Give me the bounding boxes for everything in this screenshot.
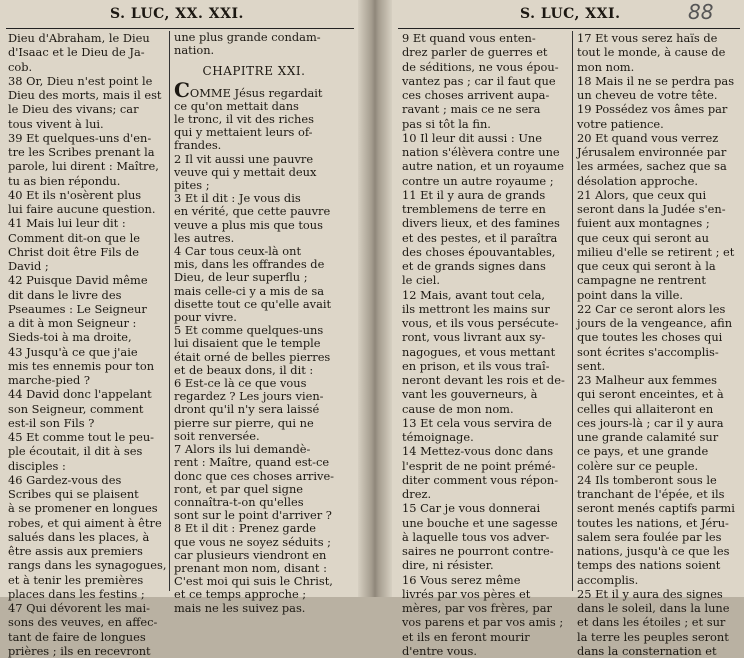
text-line: 16 Vous serez même [402,572,521,587]
text-line: 45 Et comme tout le peu- [8,430,155,444]
text-line: Jérusalem environnée par [577,145,727,159]
text-line: robes, et qui aiment à être [8,515,162,530]
text-line: d'Isaac et le Dieu de Ja- [8,45,145,60]
column-divider [169,31,170,591]
text-line: de séditions, ne vous épou- [402,59,559,74]
text-line: qui y mettaient leurs of- [174,125,313,140]
text-line: ravant ; mais ce ne sera [402,102,541,117]
text-line: 23 Malheur aux femmes [577,373,718,387]
text-line: tranchant de l'épée, et ils [577,487,725,501]
text-line: et des pestes, et il paraîtra [402,230,558,245]
text-line: 7 Alors ils lui demandè- [174,442,311,457]
text-line: Sieds-toi à ma droite, [8,330,132,345]
text-line: seront dans la Judée s'en- [577,202,726,216]
text-line: d'entre vous. [402,643,477,658]
text-line: 2 Il vit aussi une pauvre [174,151,314,166]
text-line: mères, par vos frères, par [402,601,552,615]
text-line: jours de la vengeance, afin [577,316,733,330]
text-line: point dans la ville. [577,287,683,302]
text-line: en prison, et ils vous traî- [402,358,550,373]
text-line: saires ne pourront contre- [402,544,554,558]
text-line: car plusieurs viendront en [174,547,327,562]
text-line: Pseaumes : Le Seigneur [8,301,147,316]
text-line: vous, et ils vous persécute- [402,316,559,330]
text-line: que ceux qui seront à la [577,259,716,273]
text-line: 44 David donc l'appelant [8,387,152,402]
text-line: 43 Jusqu'à ce que j'aie [8,344,138,359]
text-line: un cheveu de votre tête. [577,88,718,102]
text-line: parole, lui dirent : Maître, [8,159,159,174]
text-line: donc que ces choses arrive- [174,468,335,483]
text-column-left-2 [174,31,334,615]
text-line: lui faire aucune question. [8,202,156,216]
text-line: 4 Car tous ceux-là ont [174,244,302,259]
text-column-right-2 [577,31,739,658]
text-line: Dieu des morts, mais il est [8,88,162,102]
text-line: connaîtra-t-on qu'elles [174,494,304,509]
text-line: 40 Et ils n'osèrent plus [8,187,142,202]
text-line: les armées, sachez que sa [577,159,727,174]
text-line: accomplis. [577,572,639,587]
header-rule [6,28,354,29]
text-line: en vérité, que cette pauvre [174,204,331,219]
text-line: prières ; ils en recevront [8,643,151,658]
text-line: des choses épouvantables, [402,244,556,259]
text-line: à laquelle tous vos adver- [402,529,550,544]
text-line: soit renversée. [174,428,260,443]
chapter-heading: CHAPITRE XXI. [202,64,306,79]
text-line: sons des veuves, en affec- [8,615,158,630]
header-rule [398,28,740,29]
text-line: contre un autre royaume ; [402,173,554,188]
text-line: 14 Mettez-vous donc dans [402,444,554,459]
text-line: 13 Et cela vous servira de [402,415,552,430]
text-line: 41 Mais lui leur dit : [8,216,126,231]
text-line: veuve a plus mis que tous [174,217,323,232]
text-line: 24 Ils tomberont sous le [577,472,717,487]
text-line: drez parler de guerres et [402,45,548,60]
text-line: 8 Et il dit : Prenez garde [174,521,316,536]
text-line: 21 Alors, que ceux qui [577,187,707,202]
text-line: est-il son Fils ? [8,415,95,430]
text-line: C'est moi qui suis le Christ, [174,574,333,589]
text-line: que vous ne soyez séduits ; [174,534,332,549]
text-line: pour vivre. [174,310,237,325]
text-line: mais ne les suivez pas. [174,600,306,615]
text-line: nagogues, et vous mettant [402,344,556,359]
page-header: S. LUC, XXI. [520,6,621,22]
text-line: drez. [402,487,432,501]
text-line: a dit à mon Seigneur : [8,316,137,330]
text-line: 17 Et vous serez haïs de [577,31,718,45]
text-line: cob. [8,59,33,74]
book-gutter [358,0,392,597]
text-line: cause de mon nom. [402,401,514,416]
text-line: le tronc, il vit des riches [174,112,314,127]
text-column-right-1 [402,31,568,658]
text-line: dit dans le livre des [8,287,122,302]
text-line: votre patience. [577,116,664,131]
text-line: ple écoutait, il dit à ses [8,444,143,459]
chapter-text [174,77,335,615]
text-line: 3 Et il dit : Je vous dis [174,191,301,206]
text-line: tant de faire de longues [8,629,146,644]
text-line: 15 Car je vous donnerai [402,501,541,516]
text-line: fuient aux montagnes ; [577,216,710,231]
text-line: veuve qui y mettait deux [174,164,317,179]
text-line: dans le soleil, dans la lune [577,601,730,615]
text-line: neront devant les rois et de- [402,373,565,387]
text-line: et ils en feront mourir [402,629,530,644]
text-line: Dieu, de leur superflu ; [174,270,308,285]
text-line: vos parens et par vos amis ; [402,615,564,630]
text-line: ce qu'on mettait dans [174,98,299,113]
text-line: sont écrites s'accomplis- [577,344,719,359]
text-line: regardez ? Les jours vien- [174,389,324,404]
text-line: mis, dans les offrandes de [174,257,325,272]
text-line: et de beaux dons, il dit : [174,362,314,377]
text-line: désolation approche. [577,173,698,188]
text-line: David ; [8,259,49,273]
text-line: 47 Qui dévorent les mai- [8,601,151,615]
text-line: livrés par vos pères et [402,586,531,601]
text-line: tout le monde, à cause de [577,45,726,60]
text-line: rangs dans les synagogues, [8,558,167,573]
text-line: la terre les peuples seront [577,629,729,644]
text-line: mais celle-ci y a mis de sa [174,283,325,298]
text-line: 12 Mais, avant tout cela, [402,287,545,302]
text-line: pites ; [174,178,210,193]
text-line: que ceux qui seront au [577,230,709,245]
text-line: sont sur le point d'arriver ? [174,508,332,523]
text-line: tre les Scribes prenant la [8,145,155,159]
text-line: à se promener en longues [8,501,158,516]
text-line: que toutes les choses qui [577,330,723,345]
text-line: sent. [577,358,606,373]
text-line: nation s'élèvera contre une [402,145,560,159]
right-page [372,0,744,658]
text-line: 11 Et il y aura de grands [402,187,546,202]
text-line: celles qui allaiteront en [577,401,714,416]
text-line: 6 Est-ce là ce que vous [174,376,307,391]
text-line: marche-pied ? [8,373,91,387]
page-number: 88 [688,0,714,24]
text-column-left-1 [8,31,166,658]
text-line: toutes les nations, et Jéru- [577,515,729,530]
text-line: disette tout ce qu'elle avait [174,296,332,311]
text-line: 19 Possédez vos âmes par [577,102,728,117]
text-line: salués dans les places, à [8,529,150,544]
text-line: divers lieux, et des famines [402,216,560,231]
text-line: une bouche et une sagesse [402,515,558,530]
column-divider [572,31,573,591]
text-line: Scribes qui se plaisent [8,487,139,501]
text-line: 25 Et il y aura des signes [577,586,723,601]
text-line: et de grands signes dans [402,259,546,273]
text-line: 22 Car ce seront alors les [577,301,726,316]
text-line: vantez pas ; car il faut que [402,73,556,88]
text-line: Christ doit être Fils de [8,244,139,259]
text-line: ces jours-là ; car il y aura [577,415,724,430]
text-line: ces choses arrivent aupa- [402,88,550,102]
text-line: pas si tôt la fin. [402,116,491,131]
text-line: vant les gouverneurs, à [402,387,538,402]
drop-cap: C [174,77,190,102]
text-line: son Seigneur, comment [8,401,144,416]
text-line: nations, jusqu'à ce que les [577,544,730,558]
text-line: ront, vous livrant aux sy- [402,330,546,345]
text-line: ils mettront les mains sur [402,301,550,316]
text-line: et dans les étoiles ; et sur [577,615,726,630]
text-line: et à tenir les premières [8,572,144,587]
text-line: diter comment vous répon- [402,472,559,487]
text-line: le ciel. [402,273,441,288]
text-line: places dans les festins ; [8,586,145,601]
text-line: dans la consternation et [577,643,717,658]
text-line: seront menés captifs parmi [577,501,735,516]
text-line: tous vivent à lui. [8,116,104,131]
text-line: qui seront enceintes, et à [577,387,724,402]
text-line: une grande calamité sur [577,430,719,444]
text-line: 18 Mais il ne se perdra pas [577,73,735,88]
text-line: Dieu d'Abraham, le Dieu [8,31,150,45]
text-line: dront qu'il n'y sera laissé [174,402,320,417]
text-line: témoignage. [402,430,474,444]
text-line: 39 Et quelques-uns d'en- [8,130,152,145]
text-line: autre nation, et un royaume [402,159,564,174]
text-line: 42 Puisque David même [8,273,148,288]
text-line: ront, et par quel signe [174,481,304,496]
text-line: les autres. [174,230,235,245]
text-line: temps des nations soient [577,558,721,573]
text-line: pierre sur pierre, qui ne [174,415,314,430]
text-line: milieu d'elle se retirent ; et [577,244,735,259]
text-line: prenant mon nom, disant : [174,560,327,575]
text-line: être assis aux premiers [8,544,143,558]
text-line: 38 Or, Dieu n'est point le [8,73,153,88]
text-line: lui disaient que le temple [174,336,321,351]
text-line: mis tes ennemis pour ton [8,358,155,373]
text-line: était orné de belles pierres [174,349,331,364]
text-line: 10 Il leur dit aussi : Une [402,130,543,145]
text-line: ce pays, et une grande [577,444,709,459]
text-line: frandes. [174,138,222,153]
text-line: disciples : [8,458,66,473]
text-line: 9 Et quand vous enten- [402,31,536,45]
text-line: 5 Et comme quelques-uns [174,323,324,338]
text-line: dire, ni résister. [402,558,494,573]
text-line: et ce temps approche ; [174,587,307,602]
text-line: Comment dit-on que le [8,230,140,245]
text-line: COMME Jésus regardait [174,77,323,102]
text-line: colère sur ce peuple. [577,458,699,473]
text-line: 20 Et quand vous verrez [577,130,719,145]
text-line: tu as bien répondu. [8,173,121,188]
text-line: le Dieu des vivans; car [8,102,139,117]
text-line: l'esprit de ne point prémé- [402,458,556,473]
text-line: campagne ne rentrent [577,273,706,288]
text-line: nation. [174,43,215,58]
continued-text [174,31,334,57]
text-line: une plus grande condam- [174,30,321,44]
text-line: salem sera foulée par les [577,529,722,544]
text-line: mon nom. [577,59,635,74]
text-line: rent : Maître, quand est-ce [174,455,330,470]
text-line: 46 Gardez-vous des [8,472,122,487]
page-header: S. LUC, XX. XXI. [110,6,244,22]
text-line: tremblemens de terre en [402,202,546,216]
